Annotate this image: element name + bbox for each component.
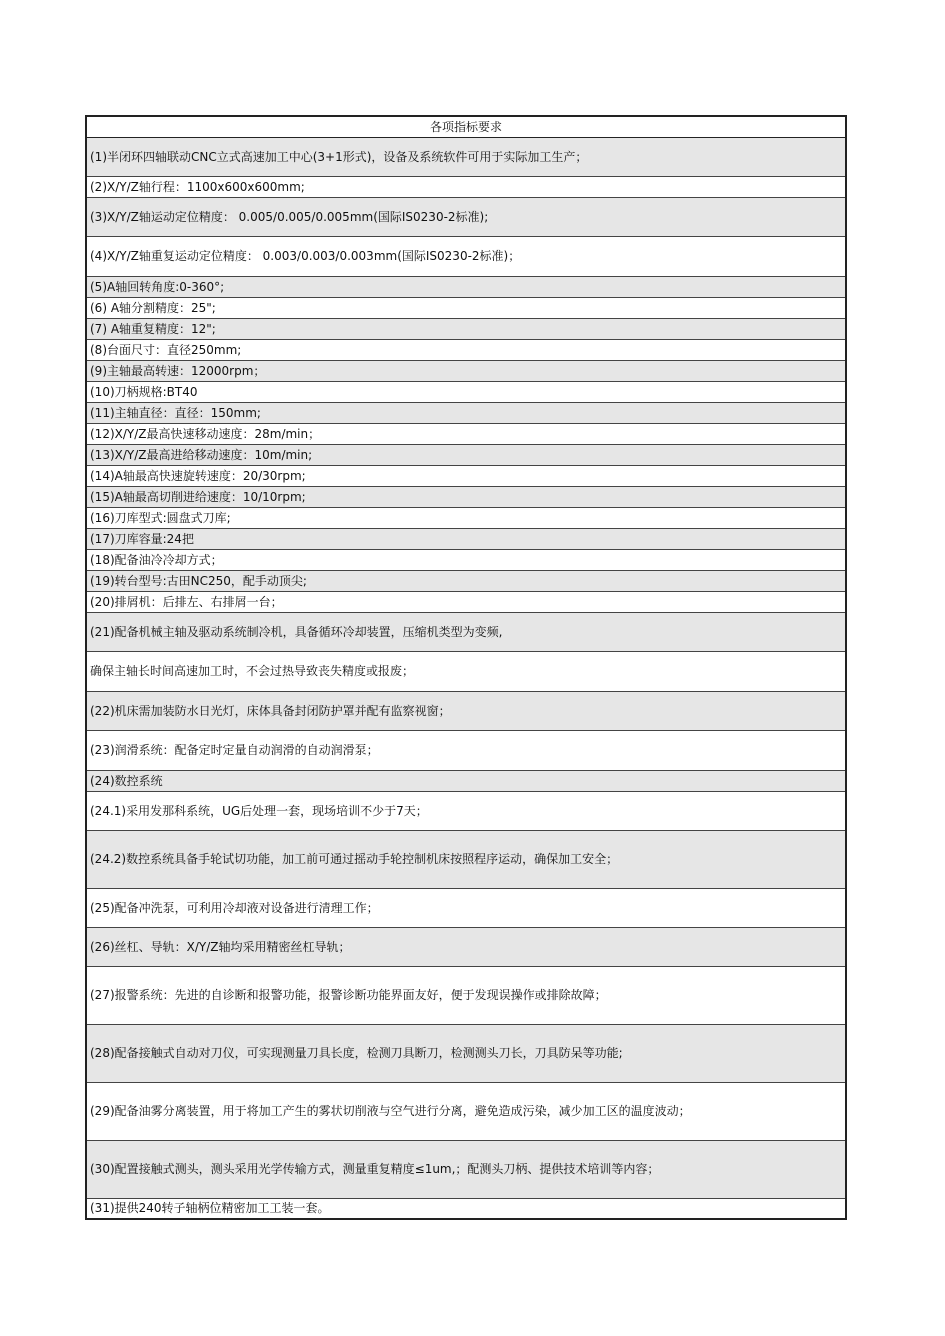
- spec-item-text: (19)转台型号:古田NC250，配手动顶尖;: [86, 570, 846, 591]
- spec-item-text: (4)X/Y/Z轴重复运动定位精度： 0.003/0.003/0.003mm(国际IS0230-2标准)；: [86, 236, 846, 276]
- spec-item-text: (26)丝杠、导轨：X/Y/Z轴均采用精密丝杠导轨；: [86, 927, 846, 966]
- table-row: [86, 339, 846, 360]
- table-row: [86, 297, 846, 318]
- table-row: [86, 318, 846, 339]
- table-row: [86, 528, 846, 549]
- spec-item-text: (22)机床需加装防水日光灯，床体具备封闭防护罩并配有监察视窗；: [86, 691, 846, 730]
- table-row: [86, 770, 846, 791]
- spec-item-text: (25)配备冲洗泵，可利用冷却液对设备进行清理工作；: [86, 888, 846, 927]
- spec-item-text: (30)配置接触式测头，测头采用光学传输方式，测量重复精度≤1um,；配测头刀柄、提供技术培训等内容；: [86, 1140, 846, 1198]
- table-row: [86, 360, 846, 381]
- spec-item-text: (24.2)数控系统具备手轮试切功能，加工前可通过摇动手轮控制机床按照程序运动，确保加工安全；: [86, 830, 846, 888]
- spec-item-text: (18)配备油冷冷却方式；: [86, 549, 846, 570]
- spec-item-text: (27)报警系统：先进的自诊断和报警功能，报警诊断功能界面友好，便于发现误操作或排除故障；: [86, 966, 846, 1024]
- table-row: [86, 197, 846, 236]
- table-row: [86, 966, 846, 1024]
- table-row: [86, 381, 846, 402]
- spec-item-text: (20)排屑机：后排左、右排屑一台；: [86, 591, 846, 612]
- table-row: [86, 276, 846, 297]
- spec-item-text: (6) A轴分割精度：25";: [86, 297, 846, 318]
- spec-item-text: (24.1)采用发那科系统，UG后处理一套，现场培训不少于7天；: [86, 791, 846, 830]
- spec-item-text: (11)主轴直径：直径：150mm;: [86, 402, 846, 423]
- spec-item-text: 确保主轴长时间高速加工时，不会过热导致丧失精度或报废；: [86, 651, 846, 691]
- spec-item-text: (10)刀柄规格:BT40: [86, 381, 846, 402]
- spec-item-text: (15)A轴最高切削进给速度：10/10rpm;: [86, 486, 846, 507]
- spec-item-text: (23)润滑系统：配备定时定量自动润滑的自动润滑泵；: [86, 730, 846, 770]
- table-row: [86, 486, 846, 507]
- table-row: [86, 927, 846, 966]
- spec-item-text: (3)X/Y/Z轴运动定位精度： 0.005/0.005/0.005mm(国际IS0230-2标准);: [86, 197, 846, 236]
- spec-table: [85, 115, 847, 1220]
- spec-item-text: (24)数控系统: [86, 770, 846, 791]
- table-row: [86, 444, 846, 465]
- table-row: [86, 791, 846, 830]
- spec-item-text: (14)A轴最高快速旋转速度：20/30rpm;: [86, 465, 846, 486]
- table-row: [86, 465, 846, 486]
- table-row: [86, 691, 846, 730]
- table-row: [86, 507, 846, 528]
- spec-item-text: (28)配备接触式自动对刀仪，可实现测量刀具长度，检测刀具断刀，检测测头刀长，刀具防呆等功能;: [86, 1024, 846, 1082]
- table-row: [86, 570, 846, 591]
- table-row: [86, 1198, 846, 1219]
- table-row: [86, 176, 846, 197]
- table-row: [86, 402, 846, 423]
- spec-item-text: (17)刀库容量:24把: [86, 528, 846, 549]
- table-row: [86, 549, 846, 570]
- spec-item-text: (2)X/Y/Z轴行程：1100x600x600mm;: [86, 176, 846, 197]
- table-row: [86, 888, 846, 927]
- spec-item-text: (29)配备油雾分离装置，用于将加工产生的雾状切削液与空气进行分离，避免造成污染，减少加工区的温度波动；: [86, 1082, 846, 1140]
- spec-item-text: (7) A轴重复精度：12";: [86, 318, 846, 339]
- spec-item-text: (21)配备机械主轴及驱动系统制冷机，具备循环冷却装置，压缩机类型为变频,: [86, 612, 846, 651]
- spec-item-text: (31)提供240转子轴柄位精密加工工装一套。: [86, 1198, 846, 1219]
- table-row: [86, 1024, 846, 1082]
- table-row: [86, 591, 846, 612]
- spec-item-text: (16)刀库型式:圆盘式刀库;: [86, 507, 846, 528]
- table-row: [86, 612, 846, 651]
- spec-item-text: (1)半闭环四轴联动CNC立式高速加工中心(3+1形式)，设备及系统软件可用于实际加工生产；: [86, 137, 846, 176]
- table-row: [86, 1140, 846, 1198]
- spec-item-text: (5)A轴回转角度:0-360°;: [86, 276, 846, 297]
- spec-item-text: (8)台面尺寸：直径250mm;: [86, 339, 846, 360]
- table-row: [86, 137, 846, 176]
- header-row: [86, 116, 846, 137]
- table-row: [86, 730, 846, 770]
- table-row: [86, 651, 846, 691]
- spec-item-text: (9)主轴最高转速：12000rpm；: [86, 360, 846, 381]
- table-header: 各项指标要求: [86, 116, 846, 137]
- table-row: [86, 236, 846, 276]
- table-row: [86, 423, 846, 444]
- spec-item-text: (12)X/Y/Z最高快速移动速度：28m/min；: [86, 423, 846, 444]
- table-row: [86, 830, 846, 888]
- spec-item-text: (13)X/Y/Z最高进给移动速度：10m/min;: [86, 444, 846, 465]
- table-row: [86, 1082, 846, 1140]
